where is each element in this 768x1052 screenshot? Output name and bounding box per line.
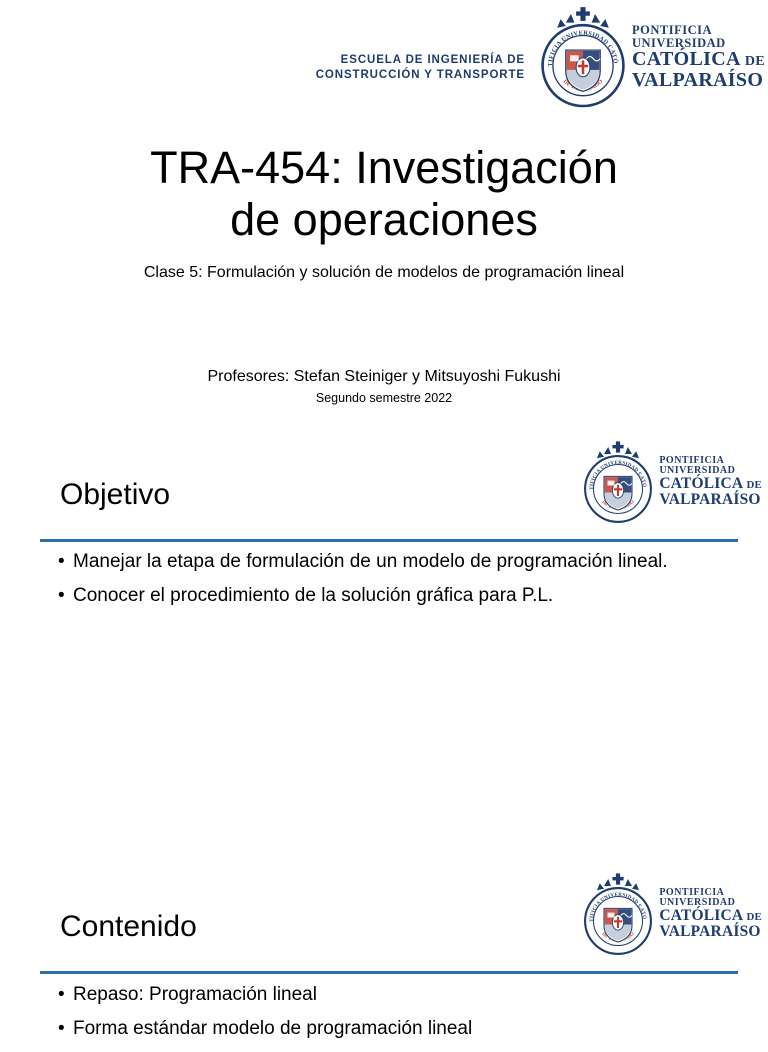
list-item: • Repaso: Programación lineal [58,984,698,1006]
objective-heading: Objetivo [60,478,171,511]
university-seal-icon [540,5,626,109]
course-title-line2: de operaciones [230,194,538,245]
course-title [0,142,768,246]
university-name-line1: PONTIFICIA [632,22,713,37]
list-item: • Conocer el procedimiento de la solución gráfica para P.L. [58,585,698,607]
content-heading: Contenido [60,910,197,943]
university-name-line2: UNIVERSIDAD [632,35,726,50]
title-slide [0,0,768,440]
list-item: • Forma estándar modelo de programación lineal [58,1018,698,1040]
university-seal-icon [583,438,653,526]
list-item: • Manejar la etapa de formulación de un modelo de programación lineal. [58,551,698,573]
content-slide [0,868,768,1039]
professors: Profesores: Stefan Steiniger y Mitsuyoshi Fukushi [207,368,561,385]
semester: Segundo semestre 2022 [315,391,453,405]
school-name-line1: ESCUELA DE INGENIERÍA DE [340,54,525,66]
university-logo [540,5,765,109]
school-name-line2: CONSTRUCCIÓN Y TRANSPORTE [315,69,525,81]
content-list [58,984,698,1052]
objective-list [58,551,698,619]
university-name: PONTIFICIA UNIVERSIDAD CATÓLICA DE VALPARAÍSO [659,455,762,509]
university-name: PONTIFICIA UNIVERSIDAD CATÓLICA DE VALPARAÍSO [659,887,762,941]
school-name [316,53,525,83]
university-name-line3: CATÓLICA DE [632,48,765,71]
heading-divider [40,971,738,974]
university-logo-small [583,438,762,526]
course-title-line1: TRA-454: Investigación [150,142,618,193]
university-name-line4: VALPARAÍSO [632,68,764,91]
class-subtitle: Clase 5: Formulación y solución de modelos de programación lineal [143,264,625,281]
university-name [632,24,765,90]
university-seal-icon [583,870,653,958]
objective-slide [0,436,768,856]
heading-divider [40,539,738,542]
university-logo-small [583,870,762,958]
